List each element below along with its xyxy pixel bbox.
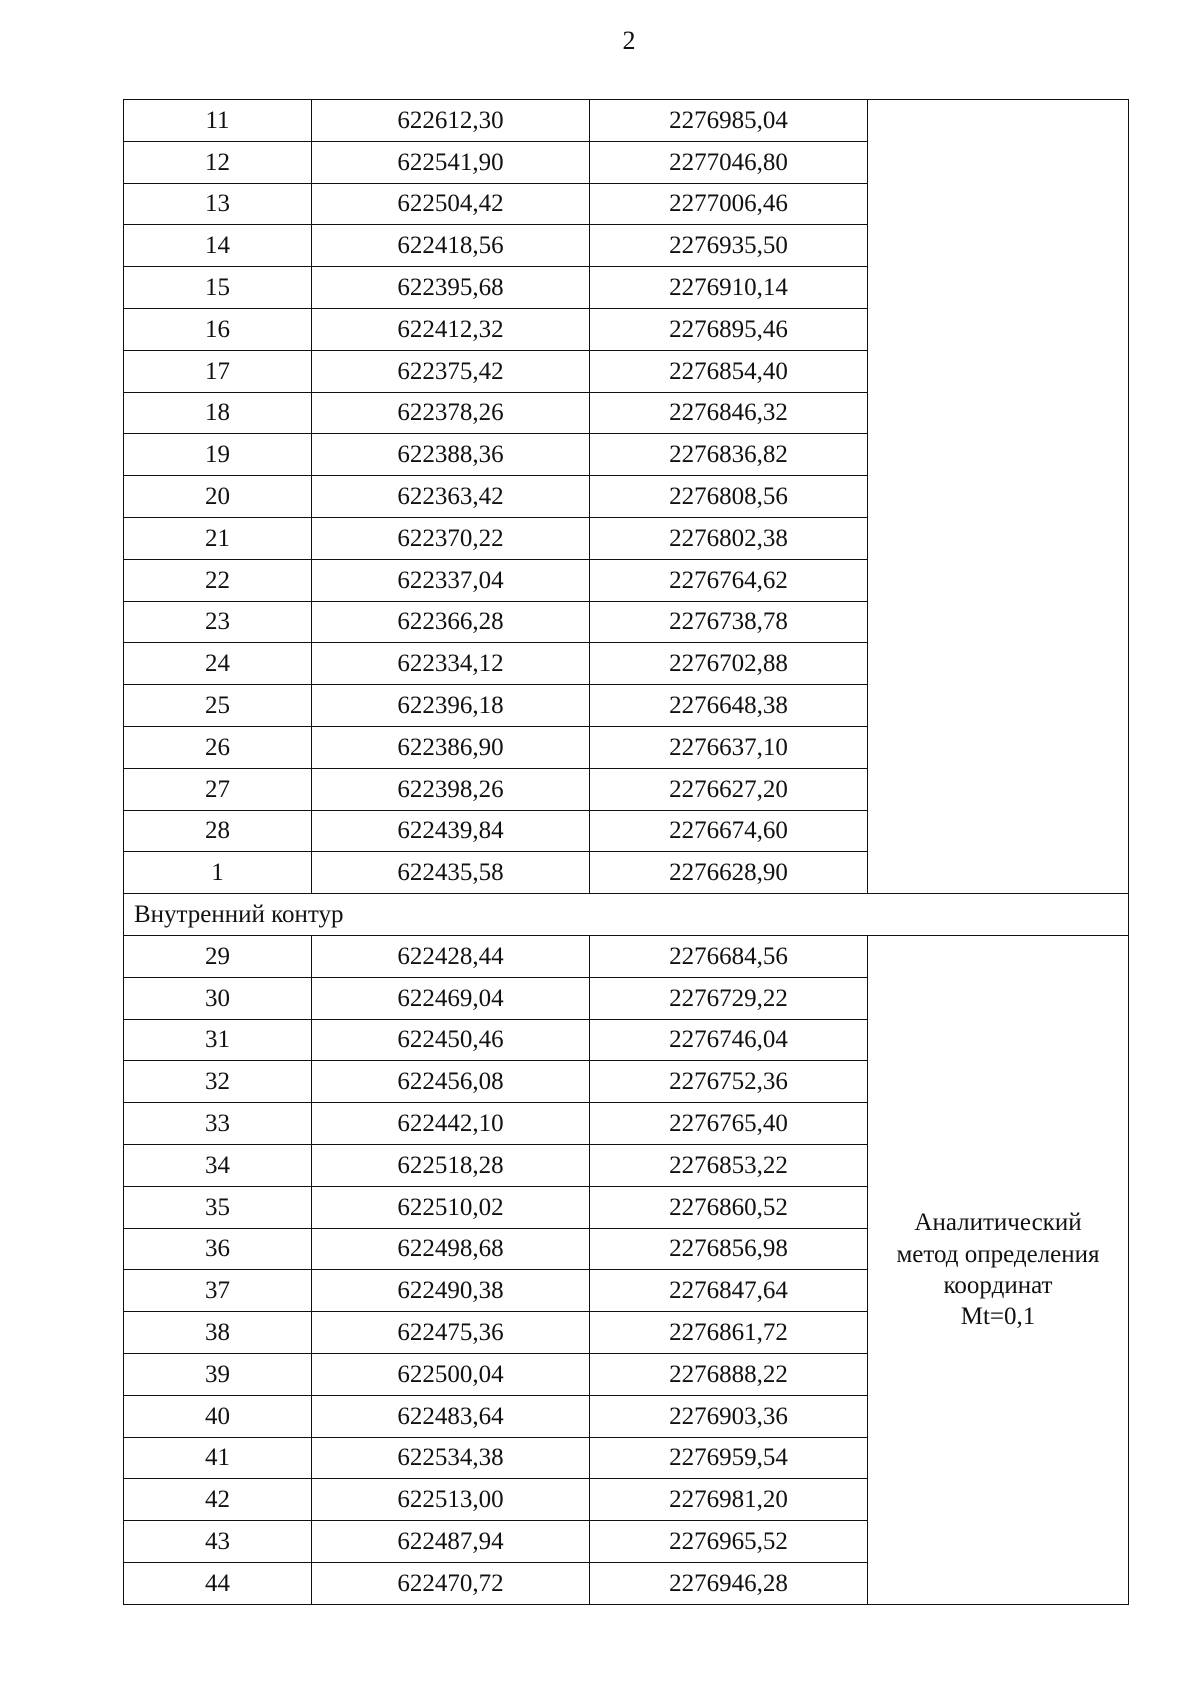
coordinates-table-body [124,100,1129,1605]
x-coordinate-cell: 622412,32 [312,308,590,350]
x-coordinate-cell: 622363,42 [312,476,590,518]
y-coordinate-cell: 2276861,72 [590,1312,868,1354]
point-number-cell: 43 [124,1521,312,1563]
point-number-cell: 24 [124,643,312,685]
x-coordinate-cell: 622450,46 [312,1019,590,1061]
point-number-cell: 25 [124,685,312,727]
point-number-cell: 14 [124,225,312,267]
point-number-cell: 32 [124,1061,312,1103]
x-coordinate-cell: 622510,02 [312,1186,590,1228]
point-number-cell: 29 [124,935,312,977]
y-coordinate-cell: 2276910,14 [590,267,868,309]
point-number-cell: 40 [124,1395,312,1437]
y-coordinate-cell: 2276959,54 [590,1437,868,1479]
y-coordinate-cell: 2276684,56 [590,935,868,977]
point-number-cell: 44 [124,1562,312,1604]
x-coordinate-cell: 622442,10 [312,1103,590,1145]
point-number-cell: 31 [124,1019,312,1061]
point-number-cell: 36 [124,1228,312,1270]
method-empty-cell [868,100,1129,894]
y-coordinate-cell: 2276856,98 [590,1228,868,1270]
y-coordinate-cell: 2276628,90 [590,852,868,894]
point-number-cell: 42 [124,1479,312,1521]
y-coordinate-cell: 2276903,36 [590,1395,868,1437]
point-number-cell: 13 [124,183,312,225]
point-number-cell: 16 [124,308,312,350]
y-coordinate-cell: 2276854,40 [590,350,868,392]
x-coordinate-cell: 622388,36 [312,434,590,476]
x-coordinate-cell: 622334,12 [312,643,590,685]
y-coordinate-cell: 2276765,40 [590,1103,868,1145]
x-coordinate-cell: 622418,56 [312,225,590,267]
point-number-cell: 27 [124,768,312,810]
point-number-cell: 26 [124,726,312,768]
y-coordinate-cell: 2276847,64 [590,1270,868,1312]
y-coordinate-cell: 2276946,28 [590,1562,868,1604]
y-coordinate-cell: 2276752,36 [590,1061,868,1103]
point-number-cell: 23 [124,601,312,643]
x-coordinate-cell: 622375,42 [312,350,590,392]
x-coordinate-cell: 622475,36 [312,1312,590,1354]
point-number-cell: 30 [124,977,312,1019]
section-label: Внутренний контур [124,894,1129,936]
y-coordinate-cell: 2276888,22 [590,1353,868,1395]
y-coordinate-cell: 2276853,22 [590,1144,868,1186]
point-number-cell: 22 [124,559,312,601]
x-coordinate-cell: 622366,28 [312,601,590,643]
y-coordinate-cell: 2277046,80 [590,141,868,183]
method-note-line: координат [943,1271,1053,1299]
x-coordinate-cell: 622428,44 [312,935,590,977]
point-number-cell: 12 [124,141,312,183]
y-coordinate-cell: 2276627,20 [590,768,868,810]
page-number: 2 [622,26,636,55]
y-coordinate-cell: 2276965,52 [590,1521,868,1563]
method-note-line: Аналитический [914,1209,1082,1237]
y-coordinate-cell: 2277006,46 [590,183,868,225]
table-row [124,100,1129,142]
x-coordinate-cell: 622612,30 [312,100,590,142]
x-coordinate-cell: 622470,72 [312,1562,590,1604]
x-coordinate-cell: 622337,04 [312,559,590,601]
x-coordinate-cell: 622378,26 [312,392,590,434]
y-coordinate-cell: 2276637,10 [590,726,868,768]
x-coordinate-cell: 622370,22 [312,517,590,559]
method-note-cell [868,935,1129,1604]
point-number-cell: 38 [124,1312,312,1354]
coordinates-table [123,99,1129,1605]
y-coordinate-cell: 2276981,20 [590,1479,868,1521]
point-number-cell: 28 [124,810,312,852]
y-coordinate-cell: 2276802,38 [590,517,868,559]
y-coordinate-cell: 2276860,52 [590,1186,868,1228]
y-coordinate-cell: 2276702,88 [590,643,868,685]
x-coordinate-cell: 622469,04 [312,977,590,1019]
x-coordinate-cell: 622456,08 [312,1061,590,1103]
point-number-cell: 17 [124,350,312,392]
point-number-cell: 11 [124,100,312,142]
y-coordinate-cell: 2276674,60 [590,810,868,852]
y-coordinate-cell: 2276764,62 [590,559,868,601]
x-coordinate-cell: 622534,38 [312,1437,590,1479]
table-row [124,935,1129,977]
point-number-cell: 41 [124,1437,312,1479]
section-row [124,894,1129,936]
y-coordinate-cell: 2276648,38 [590,685,868,727]
x-coordinate-cell: 622500,04 [312,1353,590,1395]
point-number-cell: 35 [124,1186,312,1228]
x-coordinate-cell: 622439,84 [312,810,590,852]
x-coordinate-cell: 622483,64 [312,1395,590,1437]
y-coordinate-cell: 2276746,04 [590,1019,868,1061]
point-number-cell: 19 [124,434,312,476]
y-coordinate-cell: 2276985,04 [590,100,868,142]
point-number-cell: 20 [124,476,312,518]
y-coordinate-cell: 2276935,50 [590,225,868,267]
point-number-cell: 37 [124,1270,312,1312]
point-number-cell: 39 [124,1353,312,1395]
x-coordinate-cell: 622398,26 [312,768,590,810]
method-note-line: метод определения [896,1240,1100,1268]
point-number-cell: 34 [124,1144,312,1186]
x-coordinate-cell: 622504,42 [312,183,590,225]
y-coordinate-cell: 2276729,22 [590,977,868,1019]
y-coordinate-cell: 2276738,78 [590,601,868,643]
x-coordinate-cell: 622541,90 [312,141,590,183]
x-coordinate-cell: 622487,94 [312,1521,590,1563]
y-coordinate-cell: 2276846,32 [590,392,868,434]
point-number-cell: 21 [124,517,312,559]
x-coordinate-cell: 622490,38 [312,1270,590,1312]
x-coordinate-cell: 622395,68 [312,267,590,309]
point-number-cell: 33 [124,1103,312,1145]
x-coordinate-cell: 622386,90 [312,726,590,768]
x-coordinate-cell: 622518,28 [312,1144,590,1186]
x-coordinate-cell: 622435,58 [312,852,590,894]
x-coordinate-cell: 622396,18 [312,685,590,727]
point-number-cell: 18 [124,392,312,434]
x-coordinate-cell: 622513,00 [312,1479,590,1521]
method-note-line: Mt=0,1 [960,1303,1036,1331]
y-coordinate-cell: 2276895,46 [590,308,868,350]
point-number-cell: 15 [124,267,312,309]
point-number-cell: 1 [124,852,312,894]
y-coordinate-cell: 2276836,82 [590,434,868,476]
y-coordinate-cell: 2276808,56 [590,476,868,518]
x-coordinate-cell: 622498,68 [312,1228,590,1270]
